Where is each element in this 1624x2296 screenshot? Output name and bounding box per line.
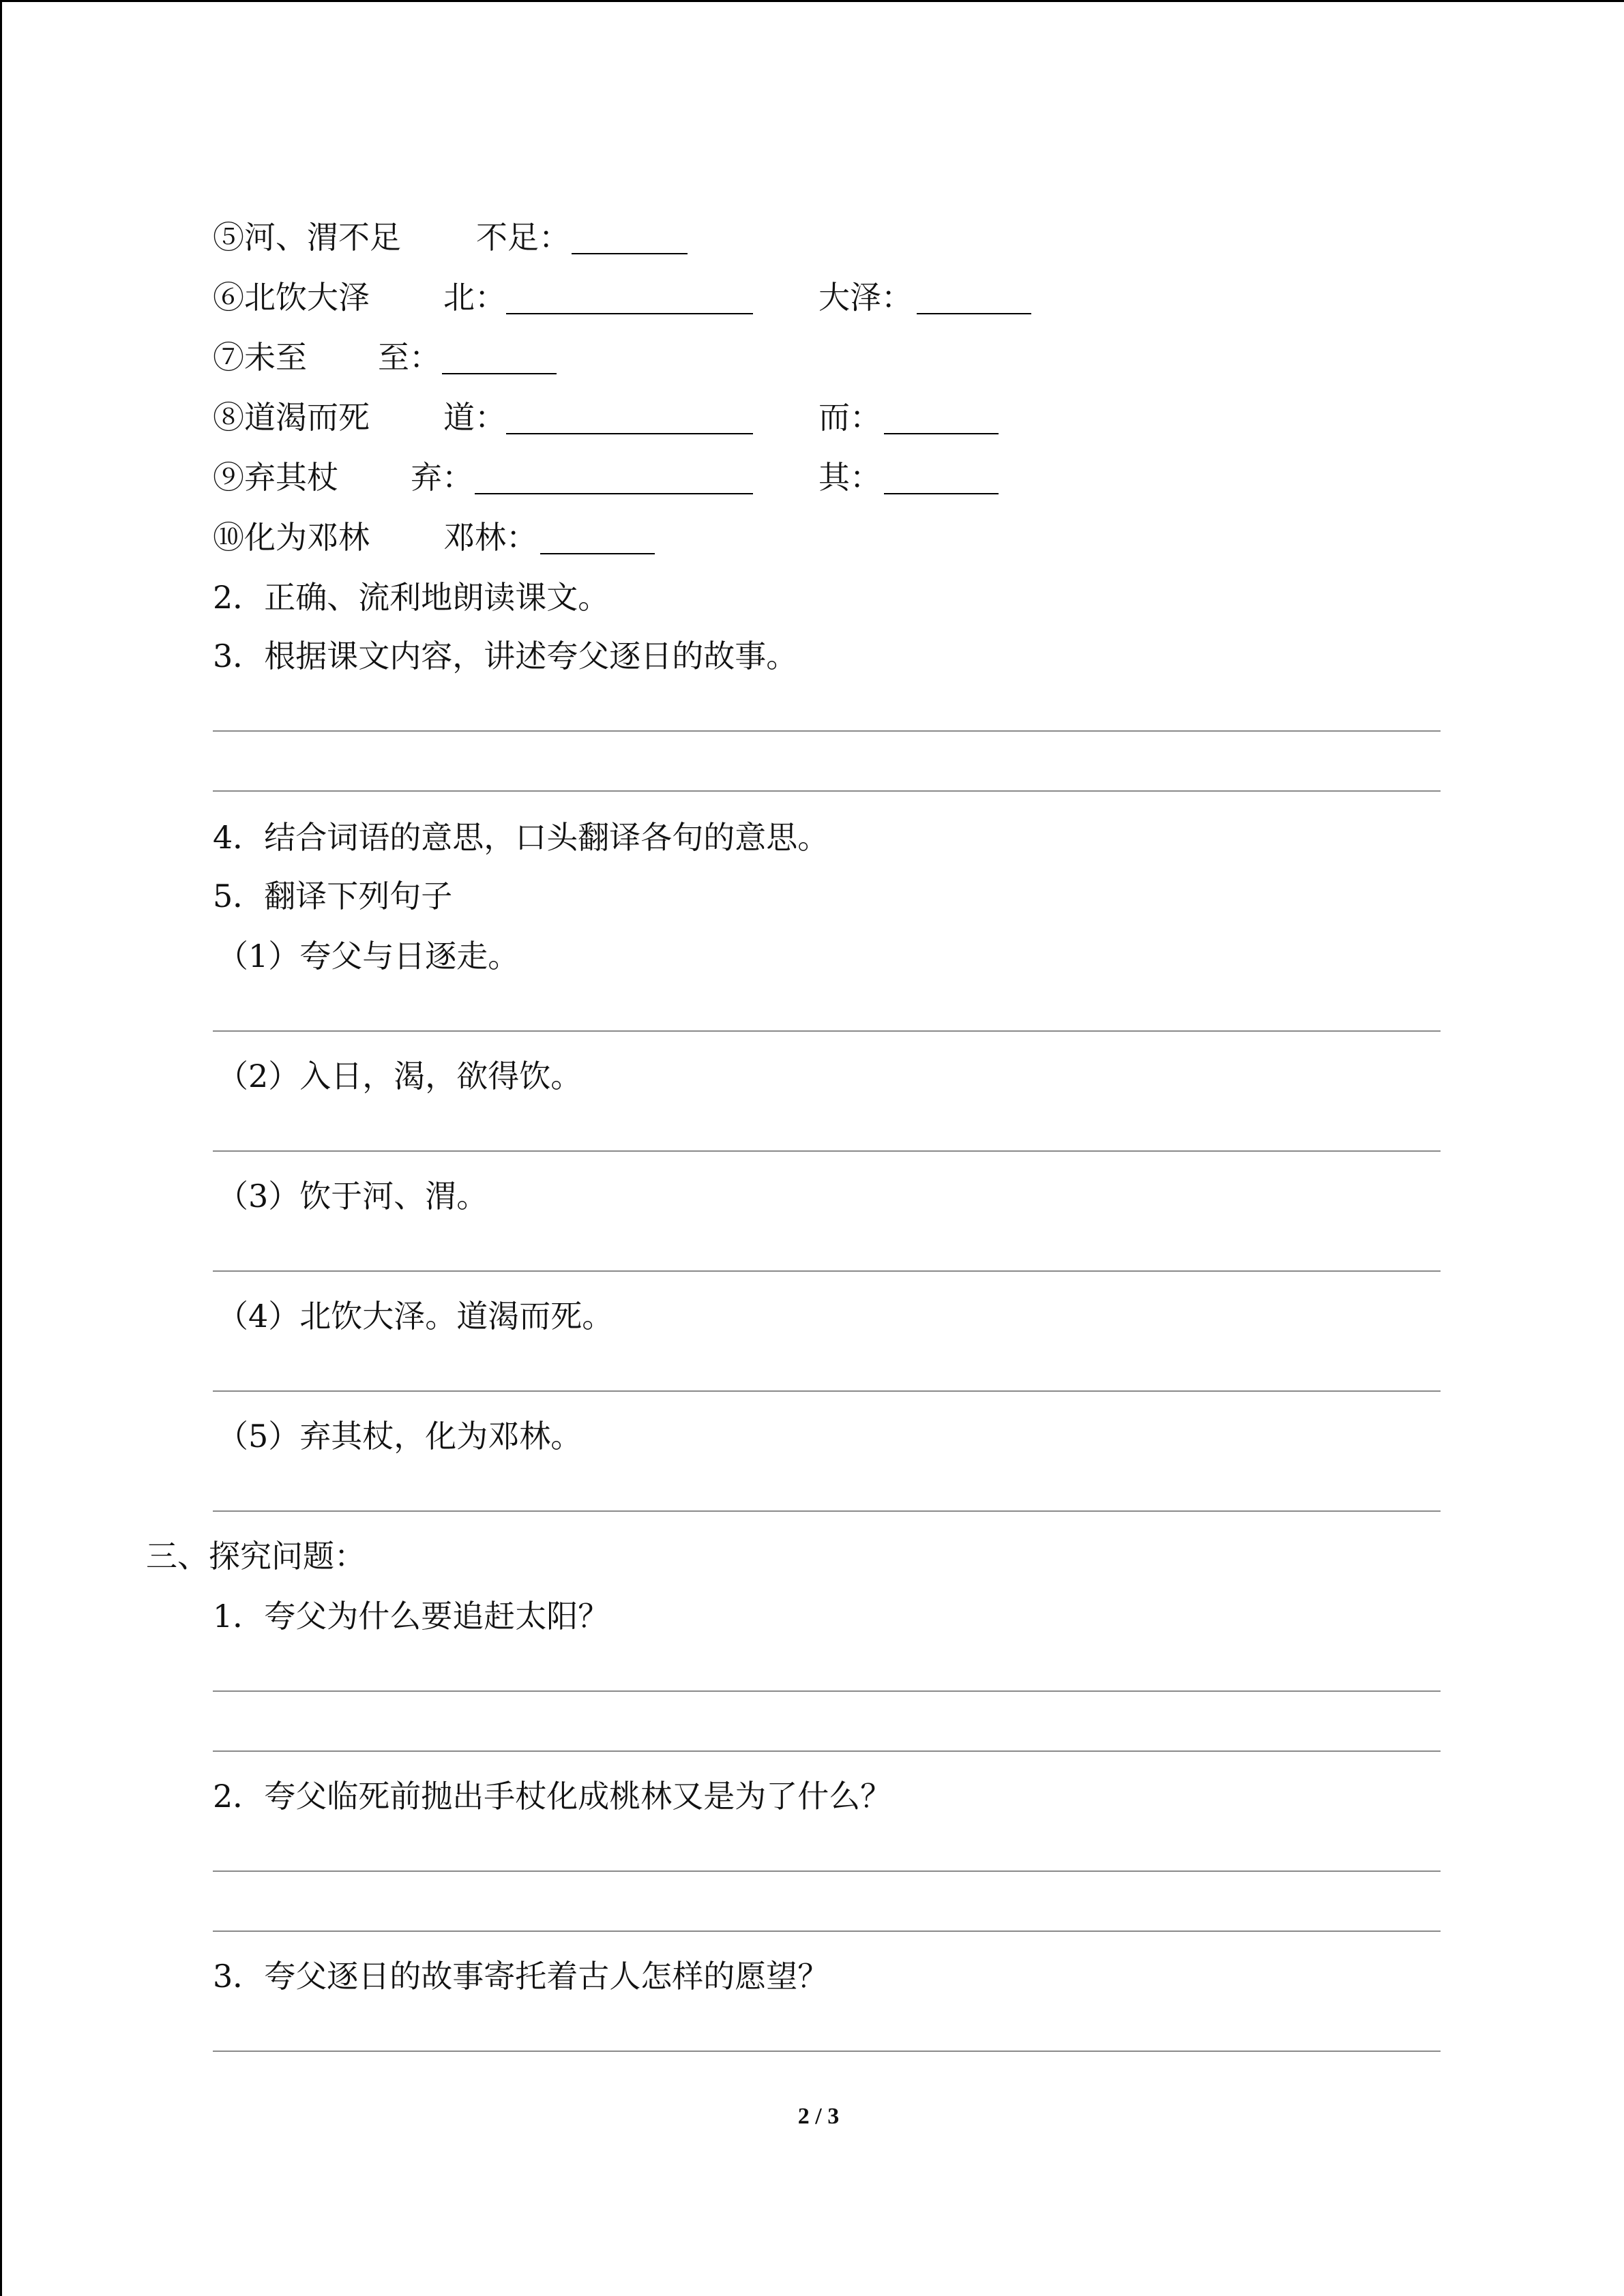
- vocab-item-7: ⑦未至: [213, 339, 307, 376]
- translation-item-4: （4）北饮大泽。道渴而死。: [217, 1298, 614, 1335]
- answer-line[interactable]: [213, 1750, 1441, 1752]
- vocab-label-qi-abandon: 弃：: [411, 459, 473, 496]
- answer-blank-dao[interactable]: [506, 433, 753, 434]
- answer-line[interactable]: [213, 2051, 1441, 2052]
- answer-blank-daze[interactable]: [917, 313, 1031, 314]
- page-frame-top: [0, 0, 1624, 2]
- answer-blank-buzu[interactable]: [572, 253, 688, 254]
- vocab-label-daze: 大泽：: [818, 279, 913, 316]
- inquiry-question-1: 1．夸父为什么要追赶太阳？: [213, 1598, 610, 1635]
- answer-blank-bei[interactable]: [506, 313, 753, 314]
- vocab-item-8: ⑧道渴而死: [213, 399, 370, 436]
- inquiry-question-3: 3．夸父逐日的故事寄托着古人怎样的愿望？: [213, 1958, 829, 1995]
- vocab-item-10: ⑩化为邓林: [213, 519, 370, 556]
- answer-line[interactable]: [213, 1510, 1441, 1512]
- answer-line[interactable]: [213, 1030, 1441, 1032]
- translation-item-2: （2）入日，渴，欲得饮。: [217, 1058, 582, 1094]
- page-number: 2 / 3: [797, 2104, 840, 2129]
- answer-line[interactable]: [213, 790, 1441, 792]
- question-2: 2．正确、流利地朗读课文。: [213, 579, 610, 616]
- vocab-label-denglin: 邓林：: [443, 519, 537, 556]
- section-heading: 三、探究问题：: [146, 1538, 366, 1575]
- answer-blank-denglin[interactable]: [540, 553, 655, 554]
- vocab-item-9: ⑨弃其杖: [213, 459, 338, 496]
- answer-line[interactable]: [213, 1270, 1441, 1272]
- vocab-label-buzu: 不足：: [476, 219, 570, 256]
- vocab-label-bei: 北：: [443, 279, 506, 316]
- page-frame-left: [0, 0, 2, 2296]
- answer-blank-zhi[interactable]: [442, 373, 557, 374]
- answer-line[interactable]: [213, 730, 1441, 732]
- vocab-item-5: ⑤河、渭不足: [213, 219, 401, 256]
- answer-blank-er[interactable]: [884, 433, 999, 434]
- answer-line[interactable]: [213, 1150, 1441, 1152]
- answer-line[interactable]: [213, 1870, 1441, 1872]
- translation-item-5: （5）弃其杖，化为邓林。: [217, 1418, 582, 1455]
- answer-line[interactable]: [213, 1930, 1441, 1932]
- translation-item-3: （3）饮于河、渭。: [217, 1178, 488, 1214]
- answer-blank-qi-its[interactable]: [884, 493, 999, 494]
- inquiry-question-2: 2．夸父临死前抛出手杖化成桃林又是为了什么？: [213, 1778, 892, 1815]
- answer-line[interactable]: [213, 1390, 1441, 1392]
- vocab-label-dao: 道：: [443, 399, 506, 436]
- question-4: 4．结合词语的意思，口头翻译各句的意思。: [213, 819, 829, 856]
- answer-line[interactable]: [213, 1690, 1441, 1692]
- translation-item-1: （1）夸父与日逐走。: [217, 938, 520, 974]
- answer-blank-qi-abandon[interactable]: [475, 493, 753, 494]
- vocab-label-zhi: 至：: [378, 339, 441, 376]
- question-5: 5．翻译下列句子: [213, 878, 453, 914]
- vocab-item-6: ⑥北饮大泽: [213, 279, 370, 316]
- vocab-label-qi-its: 其：: [818, 459, 881, 496]
- question-3: 3．根据课文内容，讲述夸父逐日的故事。: [213, 638, 798, 674]
- vocab-label-er: 而：: [818, 399, 881, 436]
